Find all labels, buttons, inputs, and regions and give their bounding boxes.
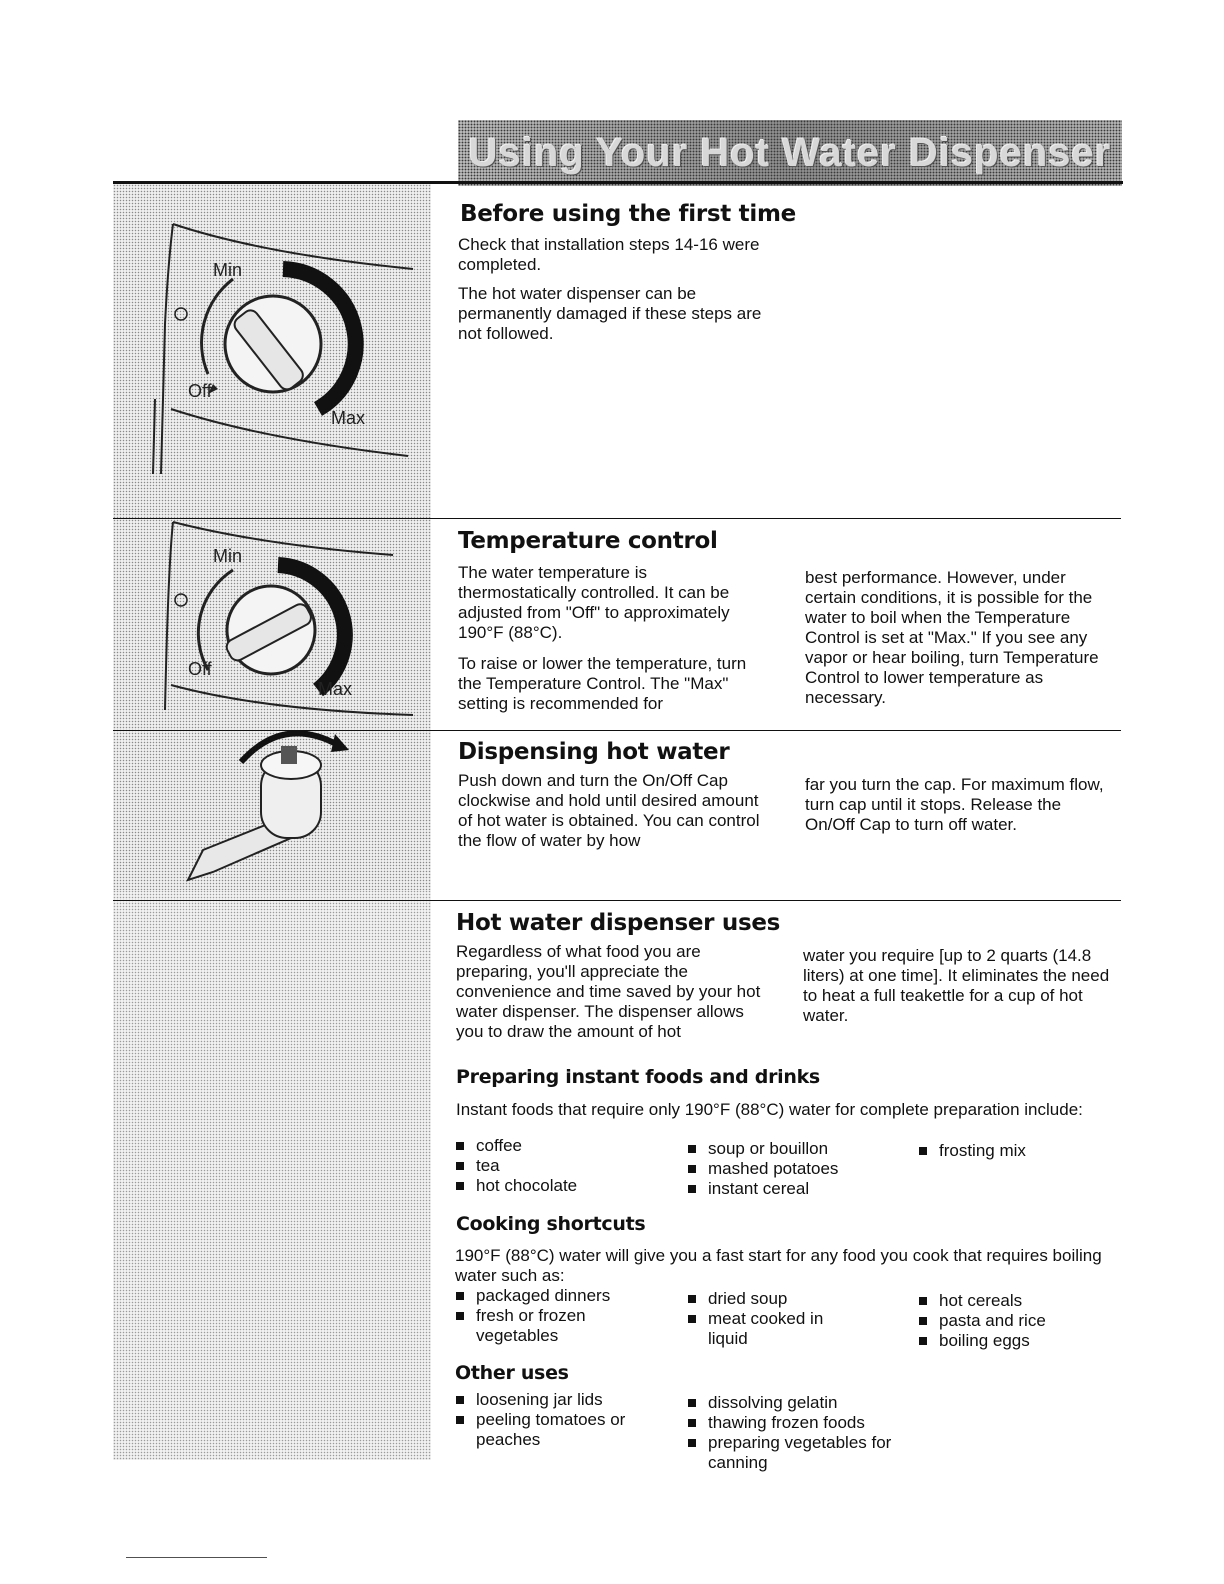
list-item: frosting mix xyxy=(917,1141,1107,1161)
instant-intro: Instant foods that require only 190°F (88°C) water for complete preparation include: xyxy=(456,1100,1083,1119)
rule-temperature xyxy=(113,518,1121,519)
illustration-dial-mid xyxy=(113,510,431,720)
dial-mid-icon xyxy=(113,510,431,720)
list-item: loosening jar lids xyxy=(454,1390,664,1410)
other-list-col2 xyxy=(686,1393,896,1473)
other-heading: Other uses xyxy=(455,1362,569,1384)
temperature-heading: Temperature control xyxy=(458,528,718,554)
list-item: fresh or frozen vegetables xyxy=(454,1306,644,1346)
cooking-heading: Cooking shortcuts xyxy=(456,1213,646,1235)
list-item: meat cooked in liquid xyxy=(686,1309,856,1349)
other-list-col1 xyxy=(454,1390,664,1450)
list-item: thawing frozen foods xyxy=(686,1413,896,1433)
banner-title: Using Your Hot Water Dispenser xyxy=(468,130,1112,175)
rule-uses xyxy=(113,900,1121,901)
dial-top-icon xyxy=(113,184,431,510)
list-item: mashed potatoes xyxy=(686,1159,906,1179)
illustration-cap xyxy=(113,720,431,890)
uses-heading: Hot water dispenser uses xyxy=(456,910,781,936)
page-banner xyxy=(458,120,1122,186)
cooking-list-col2 xyxy=(686,1289,856,1349)
illustration-dial-top xyxy=(113,184,431,510)
instant-list-col2 xyxy=(686,1139,906,1199)
first-time-heading: Before using the first time xyxy=(460,201,796,227)
list-item: peeling tomatoes or peaches xyxy=(454,1410,664,1450)
dispensing-col1: Push down and turn the On/Off Cap clockwise and hold until desired amount of hot water is obtained. You can control the flow of water by how xyxy=(458,771,760,850)
list-item: pasta and rice xyxy=(917,1311,1107,1331)
list-item: packaged dinners xyxy=(454,1286,644,1306)
on-off-cap-icon xyxy=(113,720,431,890)
list-item: hot chocolate xyxy=(454,1176,674,1196)
dial-top-max-label: Max xyxy=(331,408,366,428)
list-item: boiling eggs xyxy=(917,1331,1107,1351)
list-item: instant cereal xyxy=(686,1179,906,1199)
dial-mid-off-label: Off xyxy=(188,659,212,679)
list-item: coffee xyxy=(454,1136,674,1156)
illustration-lower-shade xyxy=(113,890,431,1460)
instant-heading: Preparing instant foods and drinks xyxy=(456,1066,820,1088)
list-item: soup or bouillon xyxy=(686,1139,906,1159)
temperature-col1-p2: To raise or lower the temperature, turn the Temperature Control. The "Max" setting is recommended for xyxy=(458,654,747,713)
list-item: dissolving gelatin xyxy=(686,1393,896,1413)
list-item: tea xyxy=(454,1156,674,1176)
dispensing-col2: far you turn the cap. For maximum flow, turn cap until it stops. Release the On/Off Cap to turn off water. xyxy=(805,775,1104,834)
footer-rule xyxy=(126,1557,267,1558)
list-item: dried soup xyxy=(686,1289,856,1309)
temperature-col2: best performance. However, under certain conditions, it is possible for the water to boil when the Temperature Control is set at "Max." If you see any vapor or hear boiling, turn Temperature Control to lower temperature as necessary. xyxy=(805,568,1099,707)
cooking-intro: 190°F (88°C) water will give you a fast start for any food you cook that requires boiling water such as: xyxy=(455,1246,1102,1285)
cooking-list-col1 xyxy=(454,1286,644,1346)
uses-col1: Regardless of what food you are preparing, you'll appreciate the convenience and time saved by your hot water dispenser. The dispenser allows you to draw the amount of hot xyxy=(456,942,761,1041)
temperature-col1-p1: The water temperature is thermostatically controlled. It can be adjusted from "Off" to approximately 190°F (88°C). xyxy=(458,563,730,642)
dial-mid-min-label: Min xyxy=(213,546,243,566)
first-time-p2: The hot water dispenser can be permanently damaged if these steps are not followed. xyxy=(458,284,762,343)
list-item: preparing vegetables for canning xyxy=(686,1433,896,1473)
rule-dispensing xyxy=(113,730,1121,731)
dial-top-off-label: Off xyxy=(188,381,212,401)
cooking-list-col3 xyxy=(917,1291,1107,1351)
list-item: hot cereals xyxy=(917,1291,1107,1311)
dispensing-heading: Dispensing hot water xyxy=(458,739,730,765)
instant-list-col3 xyxy=(917,1141,1107,1161)
dial-mid-max-label: Max xyxy=(318,679,353,699)
dial-top-min-label: Min xyxy=(213,260,243,280)
instant-list-col1 xyxy=(454,1136,674,1196)
first-time-p1: Check that installation steps 14-16 were completed. xyxy=(458,235,760,274)
uses-col2: water you require [up to 2 quarts (14.8 liters) at one time]. It eliminates the need to heat a full teakettle for a cup of hot water. xyxy=(803,946,1110,1025)
